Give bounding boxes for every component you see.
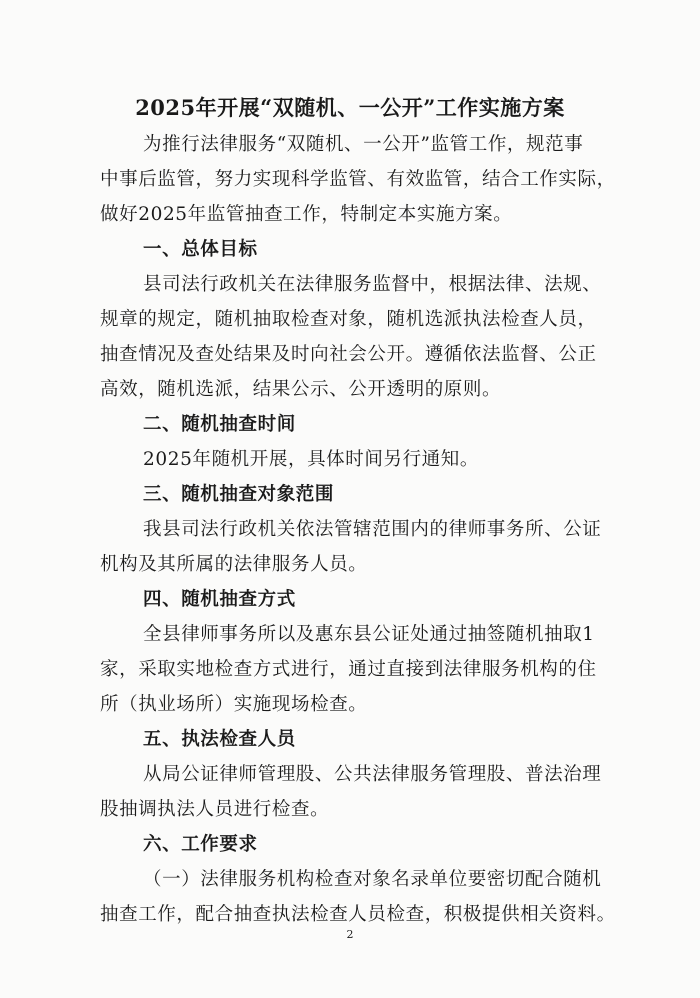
page-number: 2 xyxy=(346,928,354,941)
section-6-heading: 六、工作要求 xyxy=(143,834,258,855)
section-4-line-2: 家，采取实地检查方式进行，通过直接到法律服务机构的住 xyxy=(100,659,597,680)
intro-line-3: 做好2025年监管抽查工作，特制定本实施方案。 xyxy=(100,204,513,225)
section-4-line-3: 所（执业场所）实施现场检查。 xyxy=(100,694,368,715)
section-5-line-2: 股抽调执法人员进行检查。 xyxy=(100,799,330,820)
section-3-line-2: 机构及其所属的法律服务人员。 xyxy=(100,554,368,575)
section-3-heading: 三、随机抽查对象范围 xyxy=(143,484,335,505)
section-2-line-1: 2025年随机开展，具体时间另行通知。 xyxy=(143,449,479,470)
section-6-line-2: 抽查工作，配合抽查执法检查人员检查，积极提供相关资料。 xyxy=(100,904,616,925)
intro-line-1: 为推行法律服务“双随机、一公开”监管工作，规范事 xyxy=(143,134,584,155)
section-1-heading: 一、总体目标 xyxy=(143,239,258,260)
section-6-line-1: （一）法律服务机构检查对象名录单位要密切配合随机 xyxy=(143,869,602,890)
section-1-line-2: 规章的规定，随机抽取检查对象，随机选派执法检查人员， xyxy=(100,309,597,330)
section-4-line-1: 全县律师事务所以及惠东县公证处通过抽签随机抽取1 xyxy=(143,624,595,645)
intro-line-2: 中事后监管，努力实现科学监管、有效监管，结合工作实际， xyxy=(100,169,616,190)
section-4-heading: 四、随机抽查方式 xyxy=(143,589,296,610)
section-1-line-4: 高效，随机选派，结果公示、公开透明的原则。 xyxy=(100,379,502,400)
section-1-line-3: 抽查情况及查处结果及时向社会公开。遵循依法监督、公正 xyxy=(100,344,597,365)
section-3-line-1: 我县司法行政机关依法管辖范围内的律师事务所、公证 xyxy=(143,519,602,540)
section-2-heading: 二、随机抽查时间 xyxy=(143,414,296,435)
document-title: 2025年开展“双随机、一公开”工作实施方案 xyxy=(135,95,565,120)
section-1-line-1: 县司法行政机关在法律服务监督中，根据法律、法规、 xyxy=(143,274,602,295)
section-5-heading: 五、执法检查人员 xyxy=(143,729,296,750)
section-5-line-1: 从局公证律师管理股、公共法律服务管理股、普法治理 xyxy=(143,764,602,785)
